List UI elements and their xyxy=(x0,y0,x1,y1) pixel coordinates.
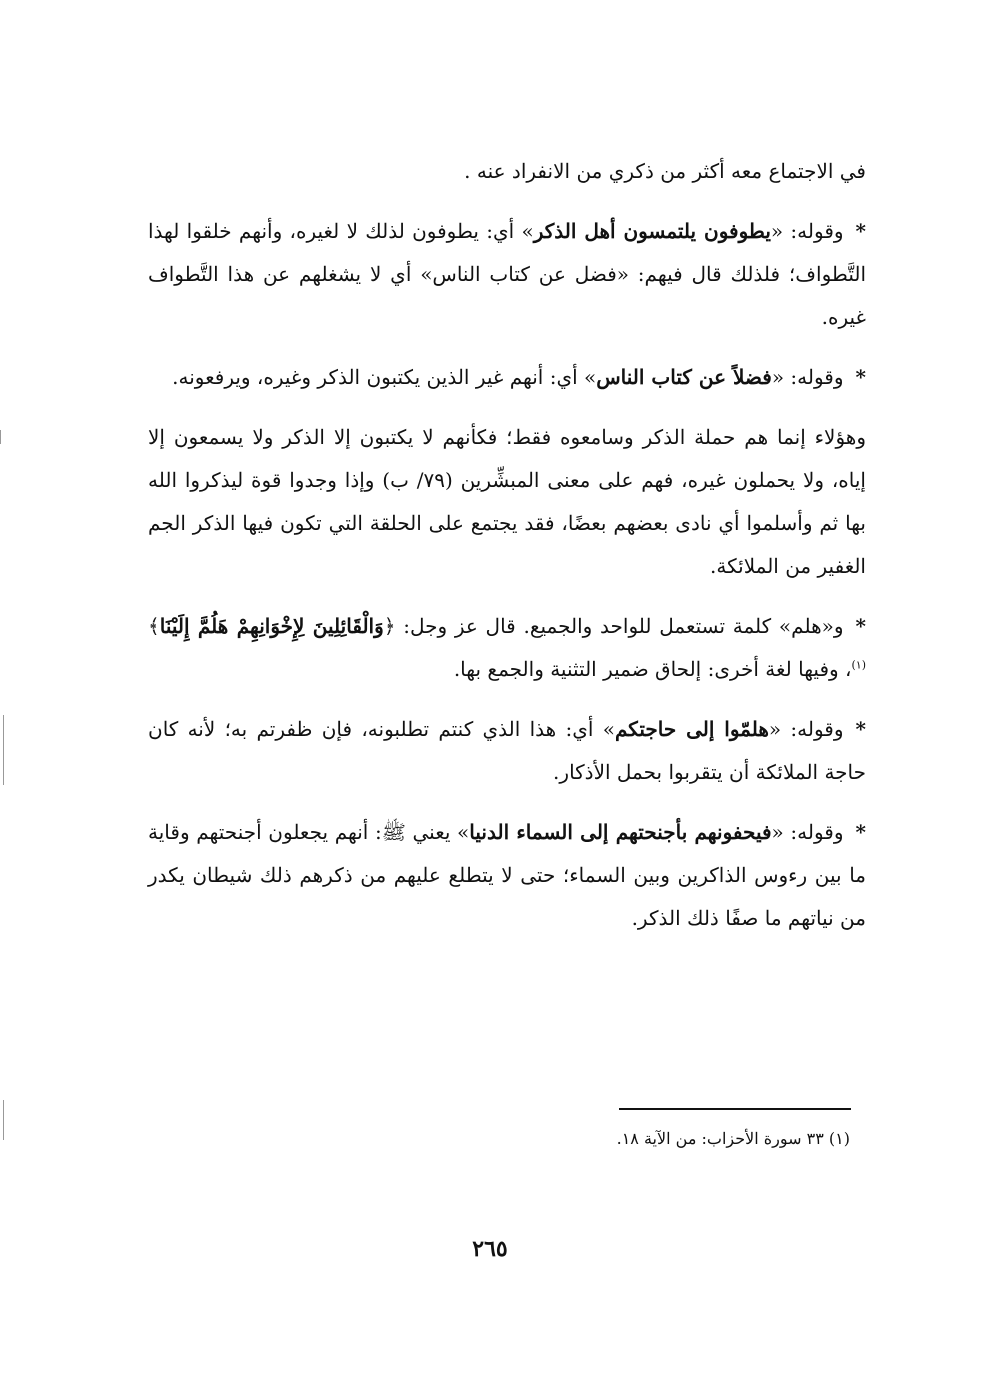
bullet-star: * xyxy=(855,717,866,741)
paragraph-3-text: » أي: أنهم غير الذين يكتبون الذكر وغيره، ويرفعونه. xyxy=(172,365,597,389)
paragraph-6-text: » أي: هذا الذي كنتم تطلبونه، فإن ظفرتم به؛ لأنه كان حاجة الملائكة أن يتقربوا بحمل الأذكار. xyxy=(148,717,866,784)
paragraph-3-quote: فضلاً عن كتاب الناس xyxy=(596,365,772,389)
bullet-star: * xyxy=(855,219,867,243)
paragraph-4 xyxy=(148,416,866,588)
margin-mark-left-3 xyxy=(3,1100,4,1140)
bullet-star: * xyxy=(855,820,866,844)
footnote-ref[interactable]: (١) xyxy=(851,658,866,672)
paragraph-2 xyxy=(148,210,866,339)
paragraph-7 xyxy=(148,811,866,940)
paragraph-4-text: وهؤلاء إنما هم حملة الذكر وسامعوه فقط؛ فكأنهم لا يكتبون إلا الذكر ولا يسمعون إلا إياه، ولا يحملون غيره، فهم على معنى المبشِّرين (٧٩/ ب) وإذا وجدوا قوة ليذكروا الله بها ثم وأسلموا أي نادى بعضهم بعضًا، فقد يجتمع على الحلقة التي تكون فيها الذكر الجم الغفير من الملائكة. xyxy=(148,425,866,578)
bullet-star: * xyxy=(855,365,866,389)
paragraph-2-lead: وقوله: « xyxy=(770,219,844,243)
page-number: ٢٦٥ xyxy=(472,1236,508,1262)
paragraph-7-text: » يعني ﷺ: أنهم يجعلون أجنحتهم وقاية ما بين رءوس الذاكرين وبين السماء؛ حتى لا يتطلع عليهم من ذكرهم ذلك شيطان يكدر من نياتهم ما صفًا ذلك الذكر. xyxy=(148,820,866,930)
paragraph-1 xyxy=(148,150,866,193)
paragraph-6-quote: هلمّوا إلى حاجتكم xyxy=(614,717,769,741)
footnote: (١) ٣٣ سورة الأحزاب: من الآية ١٨. xyxy=(616,1129,850,1148)
quran-close-bracket: ﴾ xyxy=(148,614,160,638)
paragraph-7-lead: وقوله: « xyxy=(771,820,844,844)
paragraph-5 xyxy=(148,605,866,691)
paragraph-5-lead: و«هلم» كلمة تستعمل للواحد والجميع. قال عز وجل: ﴿ xyxy=(383,614,844,638)
main-text xyxy=(148,150,866,940)
bullet-star: * xyxy=(855,614,867,638)
paragraph-2-text: » أي: يطوفون لذلك لا لغيره، وأنهم خلقوا لهذا التَّطواف؛ فلذلك قال فيهم: «فضل عن كتاب الناس» أي لا يشغلهم عن هذا التَّطواف غيره. xyxy=(148,219,866,329)
paragraph-3-lead: وقوله: « xyxy=(771,365,844,389)
footnote-separator xyxy=(619,1108,851,1110)
paragraph-6-lead: وقوله: « xyxy=(768,717,844,741)
margin-mark-left-1 xyxy=(0,430,1,444)
paragraph-5-text: ، وفيها لغة أخرى: إلحاق ضمير التثنية والجمع بها. xyxy=(453,657,852,681)
paragraph-7-quote: فيحفونهم بأجنحتهم إلى السماء الدنيا xyxy=(469,820,772,844)
paragraph-2-quote: يطوفون يلتمسون أهل الذكر xyxy=(533,219,771,243)
paragraph-1-text: في الاجتماع معه أكثر من ذكري من الانفراد عنه . xyxy=(464,159,866,183)
margin-mark-left-2 xyxy=(3,715,4,785)
quran-verse: وَالْقَائِلِينَ لِإِخْوَانِهِمْ هَلُمَّ إِلَيْنَا xyxy=(159,614,384,638)
paragraph-3 xyxy=(148,356,866,399)
paragraph-6 xyxy=(148,708,866,794)
